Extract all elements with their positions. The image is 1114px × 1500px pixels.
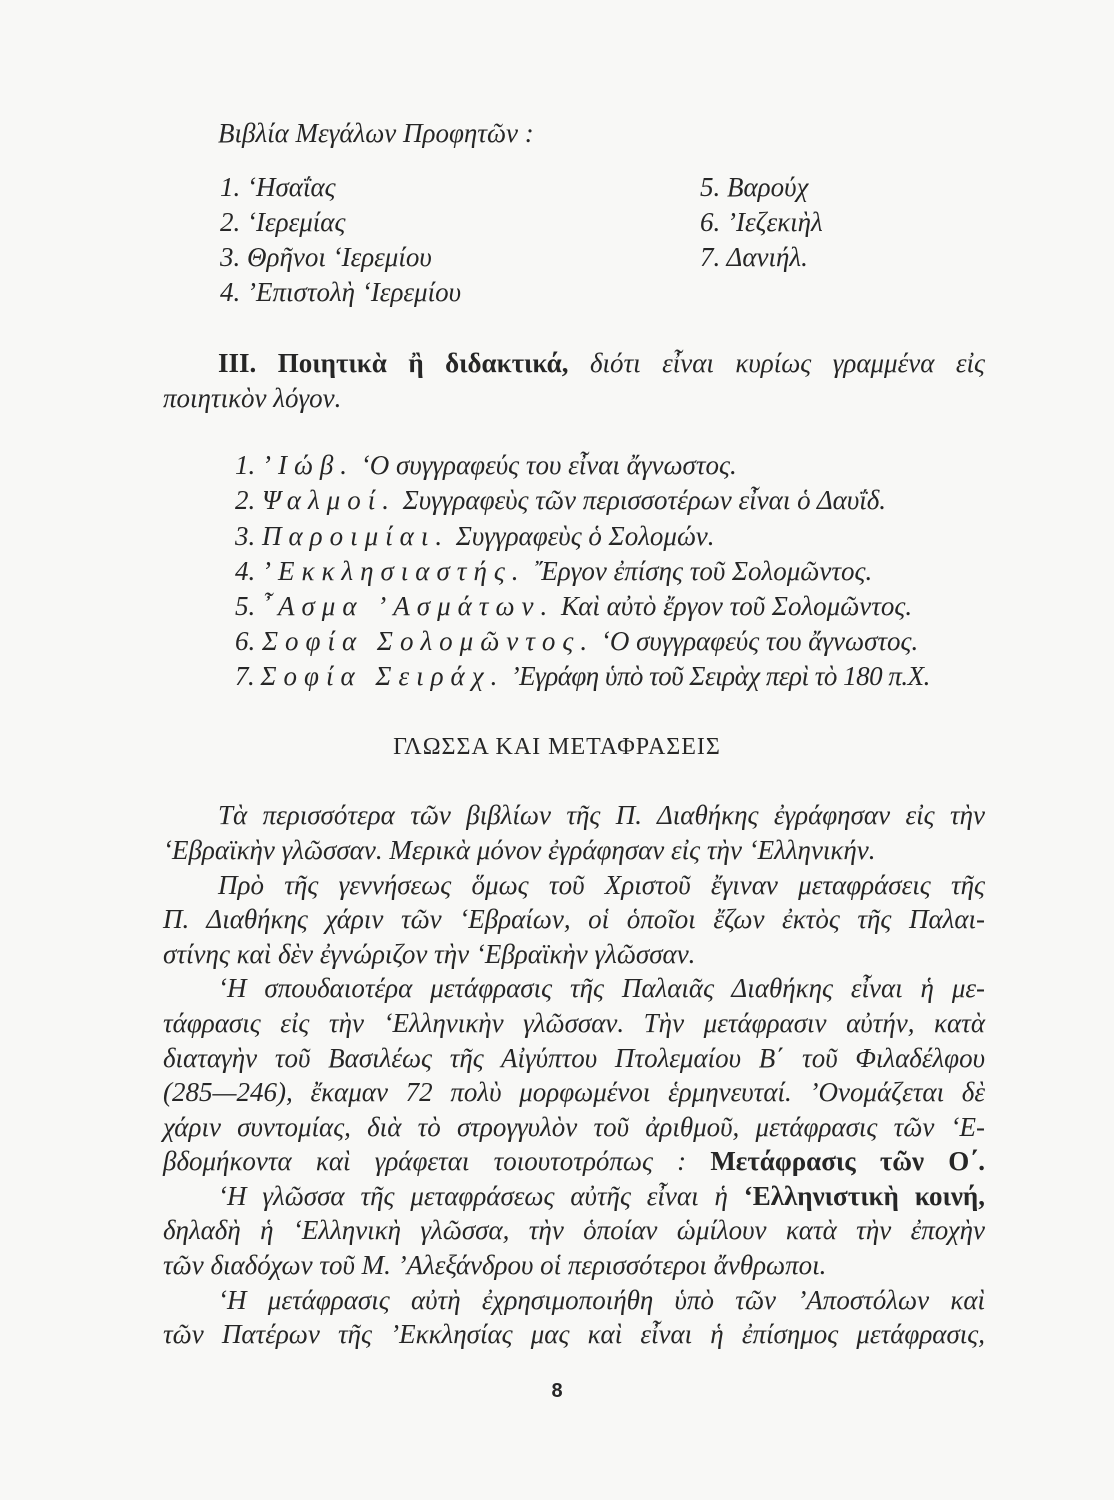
section3-heading-bold: III. Ποιητικὰ ἢ διδακτικά, <box>218 348 569 378</box>
poetic-book-item: 1. ’Ιώβ. ‘Ο συγγραφεύς του εἶναι ἄγνωστος. <box>235 450 737 480</box>
paragraph-line: τῶν διαδόχων τοῦ Μ. ’Αλεξάνδρου οἱ περισσότεροι ἄνθρωποι. <box>163 1250 827 1280</box>
paragraph-line: στίνης καὶ δὲν ἐγνώριζον τὴν ‘Εβραϊκὴν γλῶσσαν. <box>163 939 696 969</box>
poetic-book-item: 5. ῏Ασμα ’Ασμάτων. Καὶ αὐτὸ ἔργον τοῦ Σολομῶντος. <box>235 591 913 621</box>
paragraph-line: Π. Διαθήκης χάριν τῶν ‘Εβραίων, οἱ ὁποῖοι ἔζων ἐκτὸς τῆς Παλαι- <box>163 904 985 934</box>
paragraph-line: (285—246), ἔκαμαν 72 πολὺ μορφωμένοι ἑρμηνευταί. ’Ονομάζεται δὲ <box>163 1077 985 1107</box>
prophet-item: 3. Θρῆνοι ‘Ιερεμίου <box>220 242 432 272</box>
poetic-book-item: 3. Παροιμίαι. Συγγραφεὺς ὁ Σολομών. <box>235 521 715 551</box>
poetic-book-item: 4. ’Εκκλησιαστής. ῎Εργον ἐπίσης τοῦ Σολομῶντος. <box>235 556 873 586</box>
prophets-title: Βιβλία Μεγάλων Προφητῶν : <box>218 118 534 148</box>
prophet-item: 1. ‘Ησαΐας <box>220 172 336 202</box>
prophet-item: 4. ’Επιστολὴ ‘Ιερεμίου <box>220 277 461 307</box>
paragraph-line: Πρὸ τῆς γεννήσεως ὅμως τοῦ Χριστοῦ ἔγιναν μεταφράσεις τῆς <box>218 870 985 900</box>
prophet-item: 7. Δανιήλ. <box>700 242 808 272</box>
paragraph-line: χάριν συντομίας, διὰ τὸ στρογγυλὸν τοῦ ἀριθμοῦ, μετάφρασις τῶν ‘Ε- <box>163 1112 985 1142</box>
page-number: 8 <box>551 1380 563 1402</box>
poetic-book-item: 6. Σοφία Σολομῶντος. ‘Ο συγγραφεύς του ἄγνωστος. <box>235 626 919 656</box>
hellenistic-koine-term: ‘Ελληνιστικὴ κοινή, <box>743 1181 985 1211</box>
paragraph-line: ‘Η σπουδαιοτέρα μετάφρασις τῆς Παλαιᾶς Διαθήκης εἶναι ἡ με- <box>218 973 985 1003</box>
paragraph-line: δηλαδὴ ἡ ‘Ελληνικὴ γλῶσσα, τὴν ὁποίαν ὡμίλουν κατὰ τὴν ἐποχὴν <box>163 1215 985 1245</box>
paragraph-line: ‘Η μετάφρασις αὐτὴ ἐχρησιμοποιήθη ὑπὸ τῶν ’Αποστόλων καὶ <box>218 1285 985 1315</box>
section3-heading <box>218 346 985 380</box>
prophet-item: 2. ‘Ιερεμίας <box>220 207 346 237</box>
section3-heading-rest: διότι εἶναι κυρίως γραμμένα εἰς <box>589 348 985 378</box>
poetic-book-item: 2. Ψαλμοί. Συγγραφεὺς τῶν περισσοτέρων εἶναι ὁ Δαυΐδ. <box>235 485 887 515</box>
prophet-item: 5. Βαρούχ <box>700 172 809 202</box>
paragraph-line: ‘Η γλῶσσα τῆς μεταφράσεως αὐτῆς εἶναι ἡ ‘Ελληνιστικὴ κοινή, <box>218 1181 985 1211</box>
paragraph-line: τῶν Πατέρων τῆς ’Εκκλησίας μας καὶ εἶναι ἡ ἐπίσημος μετάφρασις, <box>163 1319 985 1349</box>
section3-heading-cont: ποιητικὸν λόγον. <box>163 383 342 413</box>
paragraph-line: ‘Εβραϊκὴν γλῶσσαν. Μερικὰ μόνον ἐγράφησαν εἰς τὴν ‘Ελληνικήν. <box>163 835 876 865</box>
prophet-item: 6. ’Ιεζεκιὴλ <box>700 207 823 237</box>
section-heading-language: ΓΛΩΣΣΑ ΚΑΙ ΜΕΤΑΦΡΑΣΕΙΣ <box>393 734 721 760</box>
paragraph-line: διαταγὴν τοῦ Βασιλέως τῆς Αἰγύπτου Πτολεμαίου Β΄ τοῦ Φιλαδέλφου <box>163 1043 985 1073</box>
paragraph-line: βδομήκοντα καὶ γράφεται τοιουτοτρόπως : Μετάφρασις τῶν Ο΄. <box>163 1146 985 1176</box>
paragraph-line: τάφρασις εἰς τὴν ‘Ελληνικὴν γλῶσσαν. Τὴν μετάφρασιν αὐτήν, κατὰ <box>163 1008 985 1038</box>
septuagint-term: Μετάφρασις τῶν Ο΄. <box>710 1146 985 1176</box>
paragraph-line: Τὰ περισσότερα τῶν βιβλίων τῆς Π. Διαθήκης ἐγράφησαν εἰς τὴν <box>218 800 985 830</box>
poetic-book-item: 7. Σοφία Σειράχ. ’Εγράφη ὑπὸ τοῦ Σειρὰχ περὶ τὸ 180 π.Χ. <box>235 661 930 691</box>
